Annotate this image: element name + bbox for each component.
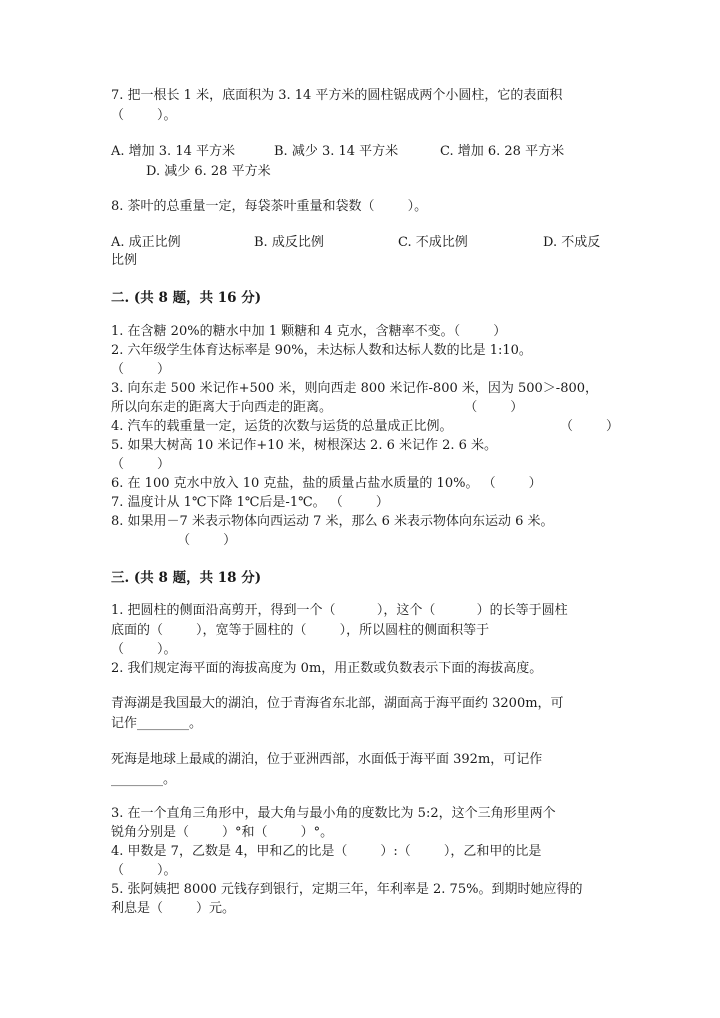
s3-q5-line-1: 5. 张阿姨把 8000 元钱存到银行，定期三年，年利率是 2. 75%。到期时她应得的: [111, 882, 583, 897]
q7-line-1: 7. 把一根长 1 米，底面积为 3. 14 平方米的圆柱锯成两个小圆柱，它的表面积: [111, 88, 563, 103]
s2-line-11: 8. 如果用－7 米表示物体向西运动 7 米，那么 6 米表示物体向东运动 6 米。: [111, 514, 554, 529]
s3-q2a-line-1: 青海湖是我国最大的湖泊，位于青海省东北部，湖面高于海平面约 3200m，可: [111, 696, 564, 711]
s2-line-8: （ ）: [111, 457, 171, 472]
s2-line-9: 6. 在 100 克水中放入 10 克盐，盐的质量占盐水质量的 10%。 （ ）: [111, 476, 542, 491]
s2-line-12: （ ）: [111, 533, 237, 548]
q7-option-a: A. 增加 3. 14 平方米: [111, 144, 235, 159]
s3-q1-line-2: 底面的（ ），宽等于圆柱的（ ），所以圆柱的侧面积等于: [111, 623, 490, 638]
q8-option-a: A. 成正比例: [111, 235, 181, 250]
s2-line-7: 5. 如果大树高 10 米记作+10 米，树根深达 2. 6 米记作 2. 6 米。: [111, 438, 498, 453]
s3-q2b-line-1: 死海是地球上最咸的湖泊，位于亚洲西部，水面低于海平面 392m，可记作: [111, 752, 543, 767]
s3-q2-line-1: 2. 我们规定海平面的海拔高度为 0m，用正数或负数表示下面的海拔高度。: [111, 661, 543, 676]
section-3-heading: 三. (共 8 题，共 18 分): [111, 570, 262, 586]
s2-line-5: 所以向东走的距离大于向西走的距离。 （ ）: [111, 400, 524, 415]
q7-option-d: D. 减少 6. 28 平方米: [146, 164, 271, 179]
s3-q1-line-3: （ ）。: [111, 642, 177, 657]
q7-line-2: （ ）。: [111, 108, 177, 123]
s3-q3-line-2: 锐角分别是（ ）°和（ ）°。: [111, 825, 334, 840]
section-2-heading: 二. (共 8 题，共 16 分): [111, 290, 262, 306]
s2-line-3: （ ）: [111, 362, 171, 377]
q8-option-d: D. 不成反: [543, 235, 601, 250]
s2-line-4: 3. 向东走 500 米记作+500 米，则向西走 800 米记作-800 米，因为 500＞-800，: [111, 381, 599, 396]
s3-q2a-line-2: 记作________。: [111, 716, 203, 731]
s3-q2b-line-2: ________。: [111, 772, 177, 787]
q8-line-1: 8. 茶叶的总重量一定，每袋茶叶重量和袋数（ ）。: [111, 199, 428, 214]
s2-line-2: 2. 六年级学生体育达标率是 90%，未达标人数和达标人数的比是 1:10。: [111, 343, 532, 358]
q7-option-b: B. 减少 3. 14 平方米: [274, 144, 399, 159]
s2-line-1: 1. 在含糖 20%的糖水中加 1 颗糖和 4 克水，含糖率不变。（ ）: [111, 324, 507, 339]
q7-option-c: C. 增加 6. 28 平方米: [440, 144, 565, 159]
s2-line-10: 7. 温度计从 1℃下降 1℃后是-1℃。 （ ）: [111, 495, 389, 510]
s3-q3-line-1: 3. 在一个直角三角形中，最大角与最小角的度数比为 5:2，这个三角形里两个: [111, 806, 556, 821]
q8-option-c: C. 不成比例: [398, 235, 468, 250]
s3-q1-line-1: 1. 把圆柱的侧面沿高剪开，得到一个（ ），这个（ ）的长等于圆柱: [111, 603, 568, 618]
q8-option-b: B. 成反比例: [254, 235, 324, 250]
s3-q4-line-2: （ ）。: [111, 863, 177, 878]
s3-q4-line-1: 4. 甲数是 7，乙数是 4，甲和乙的比是（ ）:（ ），乙和甲的比是: [111, 844, 542, 859]
s3-q5-line-2: 利息是（ ）元。: [111, 901, 236, 916]
s2-line-6: 4. 汽车的载重量一定，运货的次数与运货的总量成正比例。 （ ）: [111, 419, 620, 434]
q8-option-d-continued: 比例: [111, 253, 138, 268]
